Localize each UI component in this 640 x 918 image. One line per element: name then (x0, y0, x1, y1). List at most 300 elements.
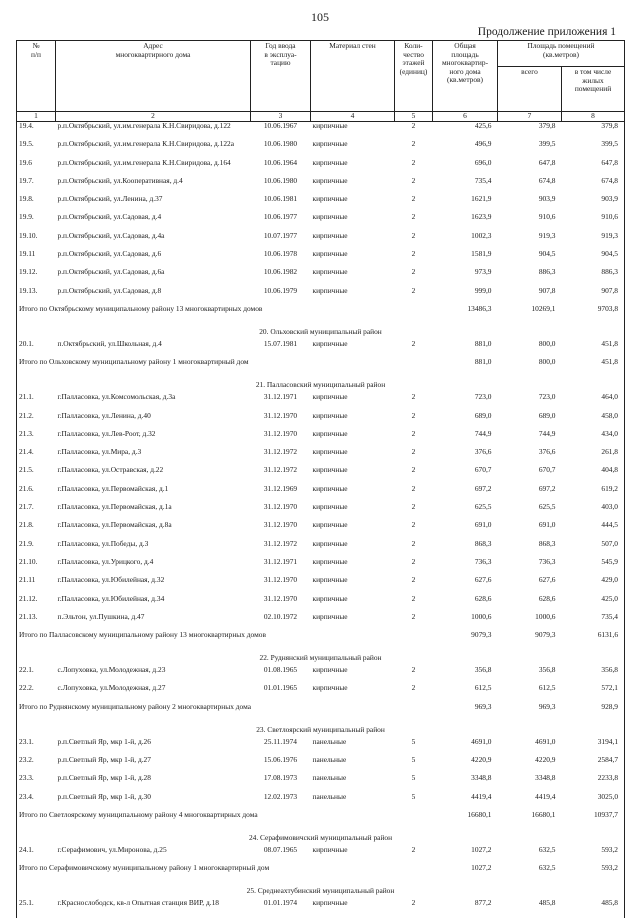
header-material: Материал стен (311, 41, 395, 112)
row-total-area: 3348,8 (471, 773, 492, 783)
row-area-all: 670,7 (538, 465, 556, 475)
total-area-residential: 10937,7 (593, 809, 619, 819)
row-year: 31.12.1971 (263, 392, 298, 402)
row-address: р.п.Октябрьский, ул.Садовая, д.6а (57, 267, 165, 277)
row-area-residential: 919,3 (601, 230, 619, 240)
row-year: 31.12.1970 (263, 502, 298, 512)
col-number: 5 (395, 112, 433, 122)
row-year: 31.12.1970 (263, 575, 298, 585)
row-floors: 5 (411, 755, 416, 765)
continuation-title: Продолжение приложения 1 (477, 26, 616, 38)
row-floors: 2 (411, 249, 416, 259)
row-area-residential: 647,8 (601, 157, 619, 167)
row-number: 19.12. (19, 267, 38, 277)
row-number: 19.7. (19, 175, 34, 185)
row-address: р.п.Октябрьский, ул.Садовая, д.4а (57, 230, 165, 240)
row-floors: 2 (411, 392, 416, 402)
row-number: 21.10. (19, 556, 38, 566)
row-material: панельные (312, 791, 347, 801)
row-floors: 2 (411, 175, 416, 185)
total-row (17, 358, 625, 379)
row-area-all: 907,8 (538, 285, 556, 295)
row-floors: 2 (411, 683, 416, 693)
row-address: г.Палласовка, ул.Ленина, д.40 (57, 410, 151, 420)
row-total-area: 736,3 (474, 556, 492, 566)
row-floors: 2 (411, 139, 416, 149)
row-total-area: 1002,3 (471, 230, 492, 240)
row-area-all: 647,8 (538, 157, 556, 167)
row-area-residential: 434,0 (601, 428, 619, 438)
row-total-area: 1000,6 (471, 611, 492, 621)
table-row (17, 448, 625, 466)
row-floors: 2 (411, 338, 416, 348)
row-area-all: 736,3 (538, 556, 556, 566)
row-area-residential: 403,0 (601, 502, 619, 512)
row-area-residential: 735,4 (601, 611, 619, 621)
total-area-all: 632,5 (538, 863, 556, 873)
row-total-area: 670,7 (474, 465, 492, 475)
row-area-residential: 404,8 (601, 465, 619, 475)
row-area-residential: 451,8 (601, 338, 619, 348)
total-area-residential: 928,9 (601, 701, 619, 711)
section-header-row (17, 652, 625, 666)
table-row (17, 466, 625, 484)
row-year: 15.07.1981 (263, 338, 298, 348)
table-row (17, 159, 625, 177)
row-material: панельные (312, 736, 347, 746)
row-number: 19.11 (19, 249, 36, 259)
row-year: 10.06.1982 (263, 267, 298, 277)
row-area-residential: 444,5 (601, 520, 619, 530)
row-floors: 2 (411, 121, 416, 130)
header-premises: Площадь помещений (кв.метров) (498, 41, 625, 67)
row-area-all: 4691,0 (535, 736, 556, 746)
row-area-all: 625,5 (538, 502, 556, 512)
row-material: кирпичные (312, 502, 348, 512)
row-area-all: 356,8 (538, 665, 556, 675)
row-total-area: 612,5 (474, 683, 492, 693)
row-material: кирпичные (312, 447, 348, 457)
row-area-all: 689,0 (538, 410, 556, 420)
total-label: Итого по Палласовскому муниципальному району 13 многоквартирных домов (19, 630, 266, 640)
row-material: кирпичные (312, 844, 348, 854)
row-total-area: 628,6 (474, 593, 492, 603)
row-total-area: 881,0 (474, 338, 492, 348)
row-year: 31.12.1970 (263, 593, 298, 603)
row-number: 19.5. (19, 139, 34, 149)
total-area: 16680,1 (467, 809, 492, 819)
row-material: кирпичные (312, 230, 348, 240)
row-material: кирпичные (312, 556, 348, 566)
row-number: 19.10. (19, 230, 38, 240)
row-total-area: 877,2 (474, 898, 492, 908)
row-material: кирпичные (312, 338, 348, 348)
row-material: кирпичные (312, 285, 348, 295)
row-material: кирпичные (312, 483, 348, 493)
row-floors: 5 (411, 773, 416, 783)
row-material: кирпичные (312, 212, 348, 222)
row-year: 31.12.1972 (263, 538, 298, 548)
row-material: кирпичные (312, 465, 348, 475)
row-number: 21.13. (19, 611, 38, 621)
row-number: 22.1. (19, 665, 34, 675)
row-area-all: 919,3 (538, 230, 556, 240)
row-area-residential: 619,2 (601, 483, 619, 493)
table-row (17, 899, 625, 917)
row-total-area: 4691,0 (471, 736, 492, 746)
row-area-all: 903,9 (538, 194, 556, 204)
total-area: 881,0 (474, 357, 492, 367)
row-material: панельные (312, 773, 347, 783)
row-address: р.п.Октябрьский, ул.Садовая, д.6 (57, 249, 162, 259)
row-total-area: 496,9 (474, 139, 492, 149)
table-row (17, 558, 625, 576)
total-area: 13486,3 (467, 303, 492, 313)
row-address: г.Палласовка, ул.Юбилейная, д.34 (57, 593, 165, 603)
row-number: 22.2. (19, 683, 34, 693)
row-area-residential: 399,5 (601, 139, 619, 149)
table-row (17, 122, 625, 141)
row-number: 19.9. (19, 212, 34, 222)
row-total-area: 4419,4 (471, 791, 492, 801)
row-total-area: 1623,9 (471, 212, 492, 222)
row-floors: 2 (411, 465, 416, 475)
row-material: кирпичные (312, 267, 348, 277)
col-number: 1 (17, 112, 56, 122)
table-row (17, 250, 625, 268)
row-total-area: 689,0 (474, 410, 492, 420)
row-floors: 2 (411, 611, 416, 621)
row-address: с.Лопуховка, ул.Молодежная, д.27 (57, 683, 166, 693)
row-area-all: 886,3 (538, 267, 556, 277)
row-floors: 2 (411, 194, 416, 204)
row-area-residential: 910,6 (601, 212, 619, 222)
section-header-row (17, 379, 625, 393)
row-number: 25.1. (19, 898, 34, 908)
row-area-all: 4220,9 (535, 755, 556, 765)
total-area-all: 10269,1 (531, 303, 556, 313)
row-material: кирпичные (312, 194, 348, 204)
row-number: 23.3. (19, 773, 34, 783)
row-floors: 2 (411, 502, 416, 512)
header-total-area: Общая площадь многоквартир- ного дома (кв.метров) (433, 41, 498, 112)
row-address: г.Палласовка, ул.Лев-Роот, д.32 (57, 428, 156, 438)
row-floors: 5 (411, 736, 416, 746)
total-label: Итого по Ольховскому муниципальному району 1 многоквартирный дом (19, 357, 249, 367)
row-material: кирпичные (312, 575, 348, 585)
table-row (17, 684, 625, 702)
row-address: г.Палласовка, ул.Первомайская, д.1а (57, 502, 172, 512)
row-number: 23.4. (19, 791, 34, 801)
col-number: 6 (433, 112, 498, 122)
row-floors: 2 (411, 428, 416, 438)
row-year: 15.06.1976 (263, 755, 298, 765)
row-address: г.Палласовка, ул.Юбилейная, д.32 (57, 575, 165, 585)
row-year: 01.01.1965 (263, 683, 298, 693)
row-total-area: 973,9 (474, 267, 492, 277)
row-address: с.Лопуховка, ул.Молодежная, д.23 (57, 665, 166, 675)
row-area-all: 674,8 (538, 175, 556, 185)
row-total-area: 696,0 (474, 157, 492, 167)
row-number: 24.1. (19, 844, 34, 854)
row-total-area: 744,9 (474, 428, 492, 438)
row-material: кирпичные (312, 593, 348, 603)
row-year: 10.06.1980 (263, 175, 298, 185)
total-area-residential: 451,8 (601, 357, 619, 367)
page-number: 105 (311, 10, 329, 24)
row-year: 31.12.1972 (263, 447, 298, 457)
row-material: кирпичные (312, 121, 348, 130)
row-floors: 2 (411, 447, 416, 457)
table-row (17, 793, 625, 811)
row-area-all: 910,6 (538, 212, 556, 222)
row-year: 10.06.1964 (263, 157, 298, 167)
row-floors: 2 (411, 538, 416, 548)
row-floors: 2 (411, 483, 416, 493)
row-floors: 5 (411, 791, 416, 801)
row-number: 23.2. (19, 755, 34, 765)
row-address: р.п.Октябрьский, ул.им.генерала К.Н.Свиридова, д.122 (57, 121, 231, 130)
row-number: 21.4. (19, 447, 34, 457)
col-number: 3 (251, 112, 311, 122)
table-row (17, 503, 625, 521)
row-material: кирпичные (312, 410, 348, 420)
row-area-residential: 3194,1 (597, 736, 619, 746)
row-area-residential: 2233,8 (597, 773, 619, 783)
row-address: г.Палласовка, ул.Урицкого, д.4 (57, 556, 154, 566)
total-row (17, 864, 625, 885)
row-address: г.Палласовка, ул.Победы, д.3 (57, 538, 149, 548)
total-area-all: 9079,3 (535, 630, 556, 640)
row-year: 17.08.1973 (263, 773, 298, 783)
header-num: № п/п (17, 41, 56, 112)
row-area-all: 485,8 (538, 898, 556, 908)
row-material: кирпичные (312, 139, 348, 149)
section-title: 21. Палласовский муниципальный район (255, 380, 386, 390)
row-floors: 2 (411, 898, 416, 908)
row-address: г.Палласовка, ул.Мира, д.3 (57, 447, 142, 457)
table-row (17, 540, 625, 558)
row-year: 10.06.1978 (263, 249, 298, 259)
column-numbers-row (17, 112, 625, 122)
row-floors: 2 (411, 575, 416, 585)
table-row (17, 232, 625, 250)
row-number: 21.6. (19, 483, 34, 493)
row-area-all: 4419,4 (535, 791, 556, 801)
total-row (17, 703, 625, 724)
row-address: г.Палласовка, ул.Первомайская, д.1 (57, 483, 169, 493)
header-address: Адрес многоквартирного дома (56, 41, 251, 112)
row-number: 21.11 (19, 575, 36, 585)
section-header-row (17, 724, 625, 738)
row-floors: 2 (411, 410, 416, 420)
table-row (17, 738, 625, 756)
total-area-residential: 9703,8 (597, 303, 619, 313)
table-row (17, 846, 625, 864)
row-address: г.Палласовка, ул.Остравская, д.22 (57, 465, 164, 475)
row-floors: 2 (411, 665, 416, 675)
table-header (17, 41, 625, 122)
row-year: 10.06.1977 (263, 212, 298, 222)
row-area-residential: 429,0 (601, 575, 619, 585)
housing-table (16, 40, 625, 918)
row-year: 10.06.1979 (263, 285, 298, 295)
row-total-area: 1621,9 (471, 194, 492, 204)
table-row (17, 756, 625, 774)
row-total-area: 425,6 (474, 121, 492, 130)
row-total-area: 735,4 (474, 175, 492, 185)
table-row (17, 177, 625, 195)
row-material: кирпичные (312, 683, 348, 693)
row-area-residential: 379,8 (601, 121, 619, 130)
row-year: 31.12.1970 (263, 410, 298, 420)
table-body (17, 122, 625, 918)
row-floors: 2 (411, 230, 416, 240)
section-title: 20. Ольховский муниципальный район (259, 326, 382, 336)
table-row (17, 576, 625, 594)
row-total-area: 691,0 (474, 520, 492, 530)
row-year: 02.10.1972 (263, 611, 298, 621)
row-floors: 2 (411, 157, 416, 167)
table-row (17, 412, 625, 430)
total-label: Итого по Серафимовичскому муниципальному району 1 многоквартирный дом (19, 863, 270, 873)
row-address: р.п.Октябрьский, ул.им.генерала К.Н.Свиридова, д.122а (57, 139, 234, 149)
row-area-residential: 356,8 (601, 665, 619, 675)
row-area-residential: 2584,7 (597, 755, 619, 765)
row-number: 21.5. (19, 465, 34, 475)
row-number: 21.12. (19, 593, 38, 603)
row-year: 10.06.1981 (263, 194, 298, 204)
row-material: кирпичные (312, 392, 348, 402)
total-area-residential: 6131,6 (597, 630, 619, 640)
header-floors: Коли- чество этажей (единиц) (395, 41, 433, 112)
row-total-area: 999,0 (474, 285, 492, 295)
row-number: 19.13. (19, 285, 38, 295)
table-row (17, 195, 625, 213)
row-material: кирпичные (312, 538, 348, 548)
row-year: 01.01.1974 (263, 898, 298, 908)
table-row (17, 666, 625, 684)
row-area-residential: 572,1 (601, 683, 619, 693)
row-number: 21.9. (19, 538, 34, 548)
total-row (17, 631, 625, 652)
row-address: р.п.Светлый Яр, мкр 1-й, д.27 (57, 755, 151, 765)
row-year: 31.12.1972 (263, 465, 298, 475)
row-total-area: 376,6 (474, 447, 492, 457)
header-residential: в том числе жилых помещений (562, 67, 625, 112)
row-address: п.Октябрьский, ул.Школьная, д.4 (57, 338, 162, 348)
row-area-residential: 464,0 (601, 392, 619, 402)
table-row (17, 213, 625, 231)
row-area-all: 868,3 (538, 538, 556, 548)
row-number: 20.1. (19, 338, 34, 348)
table-row (17, 393, 625, 411)
total-area-all: 16680,1 (531, 809, 556, 819)
row-area-all: 628,6 (538, 593, 556, 603)
row-year: 12.02.1973 (263, 791, 298, 801)
row-total-area: 1581,9 (471, 249, 492, 259)
row-address: п.Эльтон, ул.Пушкина, д.47 (57, 611, 145, 621)
row-floors: 2 (411, 593, 416, 603)
section-title: 24. Серафимовичский муниципальный район (248, 832, 393, 842)
row-area-all: 399,5 (538, 139, 556, 149)
row-area-all: 627,6 (538, 575, 556, 585)
row-total-area: 4220,9 (471, 755, 492, 765)
row-material: панельные (312, 755, 347, 765)
row-floors: 2 (411, 844, 416, 854)
col-number: 4 (311, 112, 395, 122)
header-all: всего (498, 67, 562, 112)
total-label: Итого по Светлоярскому муниципальному району 4 многоквартирных дома (19, 809, 258, 819)
table-row (17, 268, 625, 286)
row-year: 31.12.1969 (263, 483, 298, 493)
row-year: 25.11.1974 (264, 736, 297, 746)
total-area: 9079,3 (471, 630, 492, 640)
row-area-residential: 907,8 (601, 285, 619, 295)
row-area-all: 612,5 (538, 683, 556, 693)
row-number: 21.1. (19, 392, 34, 402)
col-number: 8 (562, 112, 625, 122)
table-row (17, 430, 625, 448)
row-floors: 2 (411, 212, 416, 222)
row-total-area: 868,3 (474, 538, 492, 548)
table-row (17, 340, 625, 358)
row-year: 31.12.1971 (263, 556, 298, 566)
row-material: кирпичные (312, 898, 348, 908)
header-year: Год ввода в эксплуа- тацию (251, 41, 311, 112)
row-total-area: 625,5 (474, 502, 492, 512)
row-year: 10.06.1980 (263, 139, 298, 149)
row-year: 10.06.1967 (263, 121, 298, 130)
total-area: 1027,2 (471, 863, 492, 873)
section-header-row (17, 326, 625, 340)
total-row (17, 305, 625, 326)
row-area-residential: 485,8 (601, 898, 619, 908)
section-title: 23. Светлоярский муниципальный район (256, 724, 385, 734)
row-material: кирпичные (312, 157, 348, 167)
row-number: 19.6 (19, 157, 32, 167)
row-area-all: 697,2 (538, 483, 556, 493)
row-area-residential: 886,3 (601, 267, 619, 277)
section-header-row (17, 832, 625, 846)
row-address: р.п.Октябрьский, ул.им.генерала К.Н.Свиридова, д.164 (57, 157, 231, 167)
total-area-all: 800,0 (538, 357, 556, 367)
row-year: 01.08.1965 (263, 665, 298, 675)
row-year: 31.12.1970 (263, 428, 298, 438)
row-material: кирпичные (312, 249, 348, 259)
row-area-all: 632,5 (538, 844, 556, 854)
row-year: 31.12.1970 (263, 520, 298, 530)
row-address: р.п.Светлый Яр, мкр 1-й, д.28 (57, 773, 151, 783)
table-row (17, 140, 625, 158)
row-address: р.п.Октябрьский, ул.Садовая, д.4 (57, 212, 162, 222)
row-material: кирпичные (312, 428, 348, 438)
row-year: 08.07.1965 (263, 844, 298, 854)
table-row (17, 595, 625, 613)
row-year: 10.07.1977 (263, 230, 298, 240)
row-total-area: 356,8 (474, 665, 492, 675)
row-area-residential: 507,0 (601, 538, 619, 548)
total-area-all: 969,3 (538, 701, 556, 711)
row-address: г.Серафимович, ул.Миронова, д.25 (57, 844, 167, 854)
row-number: 23.1. (19, 736, 34, 746)
section-header-row (17, 885, 625, 899)
row-floors: 2 (411, 285, 416, 295)
row-area-all: 1000,6 (535, 611, 556, 621)
row-area-residential: 458,0 (601, 410, 619, 420)
col-number: 2 (56, 112, 251, 122)
row-total-area: 627,6 (474, 575, 492, 585)
